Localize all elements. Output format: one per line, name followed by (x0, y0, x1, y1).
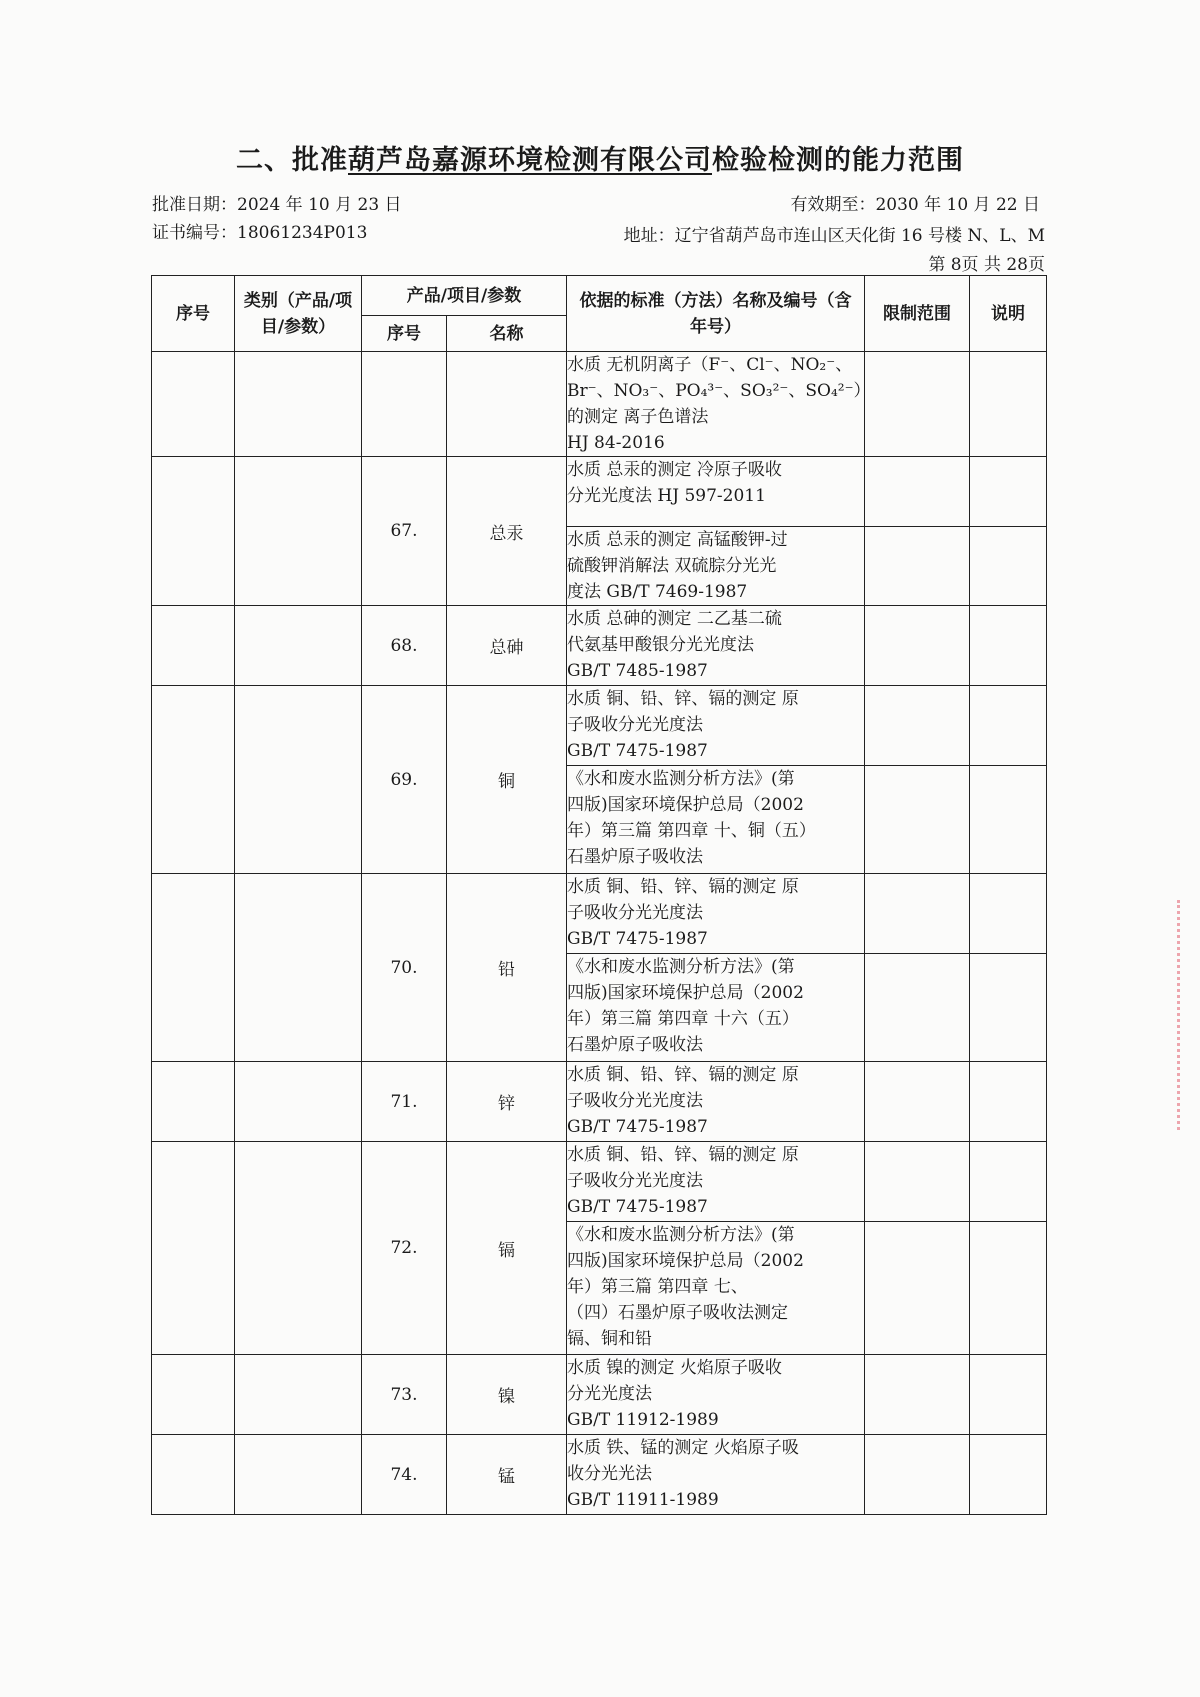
standard-line: （四）石墨炉原子吸收法测定 (567, 1303, 789, 1323)
table-row (152, 686, 1047, 766)
standard-cell (567, 1222, 865, 1355)
standard-line: 四版)国家环境保护总局（2002 (567, 983, 804, 1003)
standard-line: 分光光度法 HJ 597-2011 (567, 486, 766, 506)
col-limit: 限制范围 (865, 276, 970, 352)
limit-cell (865, 352, 970, 457)
note-cell (970, 527, 1047, 606)
row-seq-cell (152, 352, 235, 457)
note-cell (970, 954, 1047, 1062)
page-title (0, 138, 1200, 177)
title-prefix: 二、批准 (236, 145, 348, 176)
title-suffix: 检验检测的能力范围 (712, 145, 964, 176)
limit-cell (865, 606, 970, 686)
row-number: 68. (362, 606, 447, 686)
table-row (152, 1062, 1047, 1142)
standard-line: 年）第三篇 第四章 十六（五） (567, 1009, 799, 1029)
standard-line: GB/T 7475-1987 (567, 929, 708, 949)
limit-cell (865, 1142, 970, 1222)
limit-cell (865, 1222, 970, 1355)
standard-line: GB/T 7475-1987 (567, 1117, 708, 1137)
page-number: 第 8页 共 28页 (928, 255, 1045, 275)
standard-line: 《水和废水监测分析方法》(第 (567, 1225, 795, 1245)
standard-cell (567, 527, 865, 606)
row-category-cell (235, 1062, 362, 1142)
standard-line: 分光光度法 (567, 1384, 653, 1404)
standard-line: 四版)国家环境保护总局（2002 (567, 1251, 804, 1271)
standard-line: Br⁻、NO₃⁻、PO₄³⁻、SO₃²⁻、SO₄²⁻） (567, 381, 871, 401)
row-seq-cell (152, 686, 235, 874)
limit-cell (865, 1435, 970, 1515)
row-seq-cell (152, 457, 235, 606)
note-cell (970, 457, 1047, 527)
standard-line: 石墨炉原子吸收法 (567, 847, 704, 867)
row-number: 73. (362, 1355, 447, 1435)
standard-line: 水质 镍的测定 火焰原子吸收 (567, 1358, 782, 1378)
standard-line: GB/T 11912-1989 (567, 1410, 719, 1430)
standard-cell (567, 457, 865, 527)
table-row (152, 1435, 1047, 1515)
standard-line: 镉、铜和铅 (567, 1329, 653, 1349)
row-name: 总砷 (447, 606, 567, 686)
row-name: 铜 (447, 686, 567, 874)
seal-stamp-edge (1177, 900, 1194, 1130)
standard-line: GB/T 11911-1989 (567, 1490, 719, 1510)
standard-line: 年）第三篇 第四章 七、 (567, 1277, 748, 1297)
row-number: 74. (362, 1435, 447, 1515)
row-number: 69. (362, 686, 447, 874)
row-seq-cell (152, 606, 235, 686)
standard-cell (567, 954, 865, 1062)
title-organization: 葫芦岛嘉源环境检测有限公司 (348, 145, 712, 176)
standard-cell (567, 766, 865, 874)
row-category-cell (235, 1355, 362, 1435)
standard-line: GB/T 7475-1987 (567, 1197, 708, 1217)
row-category-cell (235, 686, 362, 874)
table-row (152, 1142, 1047, 1222)
limit-cell (865, 1355, 970, 1435)
standard-cell (567, 874, 865, 954)
standard-line: 水质 总汞的测定 高锰酸钾-过 (567, 530, 788, 550)
col-category: 类别（产品/项目/参数） (235, 276, 362, 352)
row-name: 锌 (447, 1062, 567, 1142)
row-number: 70. (362, 874, 447, 1062)
row-name: 镍 (447, 1355, 567, 1435)
row-category-cell (235, 606, 362, 686)
table-row (152, 606, 1047, 686)
standard-line: 水质 无机阴离子（F⁻、Cl⁻、NO₂⁻、 (567, 355, 853, 375)
limit-cell (865, 457, 970, 527)
standard-cell (567, 1355, 865, 1435)
table-row (152, 457, 1047, 527)
row-name: 镉 (447, 1142, 567, 1355)
address: 地址：辽宁省葫芦岛市连山区天化街 16 号楼 N、L、M (623, 226, 1045, 246)
standard-line: 子吸收分光光度法 (567, 1091, 704, 1111)
limit-cell (865, 874, 970, 954)
note-cell (970, 352, 1047, 457)
note-cell (970, 1142, 1047, 1222)
note-cell (970, 606, 1047, 686)
standard-line: 水质 总汞的测定 冷原子吸收 (567, 460, 782, 480)
row-category-cell (235, 457, 362, 606)
standard-line: 子吸收分光光度法 (567, 903, 704, 923)
col-standard: 依据的标准（方法）名称及编号（含年号） (567, 276, 865, 352)
standard-line: 四版)国家环境保护总局（2002 (567, 795, 804, 815)
row-name: 总汞 (447, 457, 567, 606)
note-cell (970, 1355, 1047, 1435)
note-cell (970, 874, 1047, 954)
standard-line: HJ 84-2016 (567, 433, 665, 453)
limit-cell (865, 527, 970, 606)
standard-line: 收分光光法 (567, 1464, 653, 1484)
col-sub-name: 名称 (447, 316, 567, 352)
standard-line: 年）第三篇 第四章 十、铜（五） (567, 821, 816, 841)
standard-line: 硫酸钾消解法 双硫腙分光光 (567, 556, 777, 576)
standard-line: 水质 铜、铅、锌、镉的测定 原 (567, 877, 799, 897)
standard-cell (567, 686, 865, 766)
limit-cell (865, 954, 970, 1062)
note-cell (970, 686, 1047, 766)
row-category-cell (235, 1142, 362, 1355)
row-seq-cell (152, 1142, 235, 1355)
row-category-cell (235, 1435, 362, 1515)
standard-cell (567, 1062, 865, 1142)
standard-line: 水质 铁、锰的测定 火焰原子吸 (567, 1438, 799, 1458)
standard-line: 代氨基甲酸银分光光度法 (567, 635, 755, 655)
standard-cell (567, 352, 871, 457)
note-cell (970, 1435, 1047, 1515)
row-number: 72. (362, 1142, 447, 1355)
col-note: 说明 (970, 276, 1047, 352)
note-cell (970, 1062, 1047, 1142)
row-number (362, 352, 447, 457)
capability-scope-table (151, 275, 1047, 1515)
standard-line: GB/T 7485-1987 (567, 661, 708, 681)
standard-line: 水质 铜、铅、锌、镉的测定 原 (567, 689, 799, 709)
row-seq-cell (152, 1435, 235, 1515)
limit-cell (865, 686, 970, 766)
row-name: 锰 (447, 1435, 567, 1515)
row-category-cell (235, 874, 362, 1062)
standard-line: 水质 铜、铅、锌、镉的测定 原 (567, 1065, 799, 1085)
standard-line: 水质 总砷的测定 二乙基二硫 (567, 609, 782, 629)
note-cell (970, 766, 1047, 874)
standard-line: 水质 铜、铅、锌、镉的测定 原 (567, 1145, 799, 1165)
col-sub-seq: 序号 (362, 316, 447, 352)
standard-line: GB/T 7475-1987 (567, 741, 708, 761)
limit-cell (865, 1062, 970, 1142)
standard-line: 的测定 离子色谱法 (567, 407, 709, 427)
standard-cell (567, 606, 865, 686)
limit-cell (865, 766, 970, 874)
standard-line: 子吸收分光光度法 (567, 1171, 704, 1191)
standard-line: 石墨炉原子吸收法 (567, 1035, 704, 1055)
row-number: 71. (362, 1062, 447, 1142)
approval-date: 批准日期：2024 年 10 月 23 日 (152, 195, 402, 215)
standard-line: 度法 GB/T 7469-1987 (567, 582, 748, 602)
standard-cell (567, 1142, 865, 1222)
standard-cell (567, 1435, 865, 1515)
row-category-cell (235, 352, 362, 457)
row-name (447, 352, 567, 457)
table-row (152, 874, 1047, 954)
row-number: 67. (362, 457, 447, 606)
standard-line: 子吸收分光光度法 (567, 715, 704, 735)
row-name: 铅 (447, 874, 567, 1062)
row-seq-cell (152, 874, 235, 1062)
table-row (152, 1355, 1047, 1435)
col-product-group: 产品/项目/参数 (362, 276, 567, 316)
table-row (152, 352, 1047, 457)
col-seq: 序号 (152, 276, 235, 352)
row-seq-cell (152, 1062, 235, 1142)
row-seq-cell (152, 1355, 235, 1435)
valid-until: 有效期至：2030 年 10 月 22 日 (790, 195, 1040, 215)
standard-line: 《水和废水监测分析方法》(第 (567, 769, 795, 789)
note-cell (970, 1222, 1047, 1355)
certificate-number: 证书编号：18061234P013 (152, 223, 368, 243)
standard-line: 《水和废水监测分析方法》(第 (567, 957, 795, 977)
